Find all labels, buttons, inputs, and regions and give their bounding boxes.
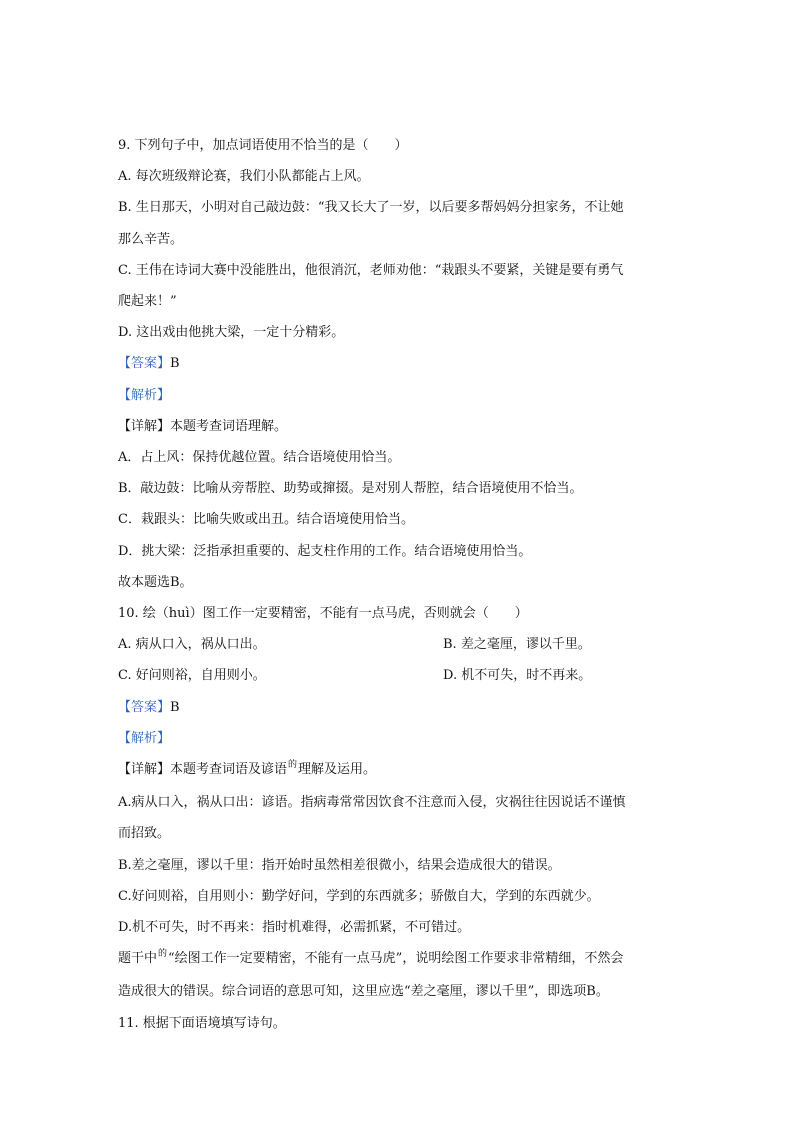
q10-detail (118, 754, 678, 787)
detail-tag: 【详解】 (118, 762, 171, 778)
q9-answer (118, 348, 678, 379)
q9-explain-a: A．占上风：保持优越位置。结合语境使用恰当。 (118, 450, 401, 466)
q9-detail (118, 411, 678, 442)
q11-stem: 11. 根据下面语境填写诗句。 (118, 1015, 286, 1031)
q10-explain-a-line1: A.病从口入，祸从口出：谚语。指病毒常常因饮食不注意而入侵，灾祸往往因说话不谨慎 (118, 795, 626, 811)
summary-post: “绘图工作一定要精密，不能有一点马虎”，说明绘图工作要求非常精细，不然会 (168, 951, 624, 967)
q10-option-b: B. 差之毫厘，谬以千里。 (443, 637, 591, 653)
q9-explain-b: B．敲边鼓：比喻从旁帮腔、助势或撺掇。是对别人帮腔，结合语境使用不恰当。 (118, 481, 583, 497)
q10-analysis-tag: 【解析】 (118, 730, 171, 746)
answer-tag: 【答案】 (118, 699, 171, 715)
q9-option-c-line2: 爬起来！” (118, 294, 177, 310)
q10-summary-line2: 造成很大的错误。综合词语的意思可知，这里应选“差之毫厘，谬以千里”，即选项B。 (118, 984, 609, 1000)
detail-tag: 【详解】 (118, 418, 171, 434)
q9-option-a: A. 每次班级辩论赛，我们小队都能占上风。 (118, 169, 370, 185)
q10-explain-a-line2: 而招致。 (118, 826, 171, 842)
q10-option-a: A. 病从口入，祸从口出。 (118, 637, 266, 653)
q10-summary-line1 (118, 943, 678, 976)
q9-option-b-line2: 那么辛苦。 (118, 231, 184, 247)
q9-option-d: D. 这出戏由他挑大梁，一定十分精彩。 (118, 325, 345, 341)
q10-explain-b: B.差之毫厘，谬以千里：指开始时虽然相差很微小，结果会造成很大的错误。 (118, 857, 561, 873)
q10-stem: 10. 绘（huì）图工作一定要精密，不能有一点马虎，否则就会（ ） (118, 606, 528, 622)
q9-analysis-tag: 【解析】 (118, 387, 171, 403)
summary-pre: 题干中 (118, 951, 158, 967)
q9-explain-d: D．挑大梁：泛指承担重要的、起支柱作用的工作。结合语境使用恰当。 (118, 543, 532, 559)
q10-options-row1 (118, 629, 678, 660)
q10-option-d: D. 机不可失，时不再来。 (443, 668, 592, 684)
summary-superscript: 的 (158, 949, 168, 960)
q10-explain-d: D.机不可失，时不再来：指时机难得，必需抓紧，不可错过。 (118, 920, 471, 936)
q10-option-c: C. 好问则裕，自用则小。 (118, 668, 266, 684)
detail-text-post: 理解及运用。 (298, 762, 377, 778)
q9-conclusion: 故本题选B。 (118, 574, 193, 590)
answer-value: B (170, 699, 180, 715)
q10-options-row2 (118, 660, 678, 691)
q10-answer (118, 692, 678, 723)
q9-option-c-line1: C. 王伟在诗词大赛中没能胜出，他很消沉，老师劝他：“栽跟头不要紧，关键是要有勇气 (118, 262, 624, 278)
answer-value: B (170, 356, 180, 372)
document-page (118, 130, 678, 1039)
q9-stem: 9. 下列句子中，加点词语使用不恰当的是（ ） (118, 138, 408, 153)
detail-text-superscript: 的 (288, 760, 298, 771)
q9-option-b-line1: B. 生日那天，小明对自己敲边鼓：“我又长大了一岁，以后要多帮妈妈分担家务，不让她 (118, 200, 624, 216)
detail-text-pre: 本题考查词语及谚语 (170, 762, 288, 778)
q9-explain-c: C．栽跟头：比喻失败或出丑。结合语境使用恰当。 (118, 512, 414, 528)
q10-explain-c: C.好问则裕，自用则小：勤学好问，学到的东西就多；骄傲自大，学到的东西就少。 (118, 888, 600, 904)
detail-text: 本题考查词语理解。 (170, 418, 288, 434)
answer-tag: 【答案】 (118, 356, 171, 372)
